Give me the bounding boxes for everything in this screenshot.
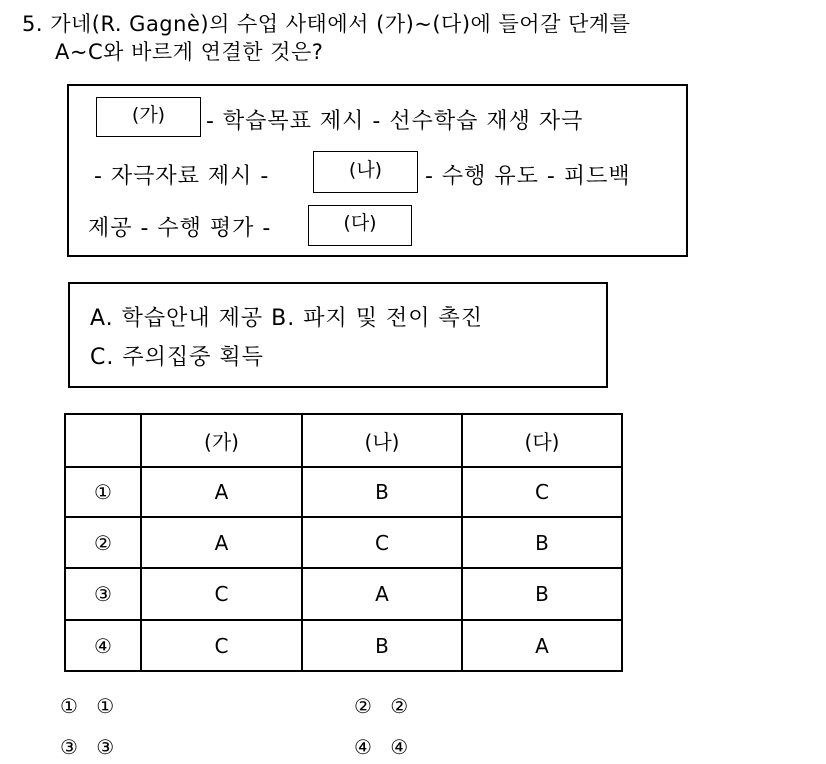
table-row xyxy=(65,517,622,568)
table-cell: B xyxy=(302,620,462,671)
choice-2-marker: ② xyxy=(354,694,378,718)
table-cell: C xyxy=(141,620,302,671)
choice-3-value: ③ xyxy=(96,735,121,759)
table-cell: B xyxy=(302,467,462,517)
table-cell: A xyxy=(141,517,302,568)
table-cell: C xyxy=(141,568,302,620)
header-cell-na: (나) xyxy=(302,414,462,467)
table-cell: A xyxy=(141,467,302,517)
choice-1-marker: ① xyxy=(60,694,84,718)
table-row xyxy=(65,568,622,620)
table-cell: B xyxy=(462,568,622,620)
row-marker: ② xyxy=(65,517,141,568)
blank-da: (다) xyxy=(308,205,412,246)
table-row xyxy=(65,467,622,517)
choice-1[interactable] xyxy=(60,694,120,718)
row-marker: ① xyxy=(65,467,141,517)
sequence-row-2-pre: - 자극자료 제시 - xyxy=(94,164,270,189)
row-marker: ③ xyxy=(65,568,141,620)
table-header-row xyxy=(65,414,622,467)
header-cell-ga: (가) xyxy=(141,414,302,467)
choice-4[interactable] xyxy=(354,735,414,759)
options-line-1: A. 학습안내 제공 B. 파지 및 전이 촉진 xyxy=(90,306,483,331)
answer-table xyxy=(64,413,623,672)
choice-2[interactable] xyxy=(354,694,414,718)
question-line-2: A~C와 바르게 연결한 것은? xyxy=(55,40,324,64)
table-cell: C xyxy=(302,517,462,568)
table-row xyxy=(65,620,622,671)
table-cell: C xyxy=(462,467,622,517)
choice-4-value: ④ xyxy=(390,735,415,759)
row-marker: ④ xyxy=(65,620,141,671)
sequence-row-1: - 학습목표 제시 - 선수학습 재생 자극 xyxy=(206,109,584,134)
options-line-2: C. 주의집중 획득 xyxy=(90,345,264,370)
header-cell xyxy=(65,414,141,467)
choice-4-marker: ④ xyxy=(354,735,378,759)
table-cell: B xyxy=(462,517,622,568)
choice-2-value: ② xyxy=(390,694,415,718)
header-cell-da: (다) xyxy=(462,414,622,467)
table-cell: A xyxy=(302,568,462,620)
sequence-row-2-post: - 수행 유도 - 피드백 xyxy=(425,164,631,189)
choice-3-marker: ③ xyxy=(60,735,84,759)
options-box xyxy=(68,282,608,388)
blank-na: (나) xyxy=(313,151,418,193)
table-cell: A xyxy=(462,620,622,671)
choice-3[interactable] xyxy=(60,735,120,759)
question-line-1: 5. 가네(R. Gagnè)의 수업 사태에서 (가)~(다)에 들어갈 단계를 xyxy=(22,12,631,36)
sequence-row-3-pre: 제공 - 수행 평가 - xyxy=(88,216,272,241)
choice-1-value: ① xyxy=(96,694,121,718)
blank-ga: (가) xyxy=(96,97,201,137)
